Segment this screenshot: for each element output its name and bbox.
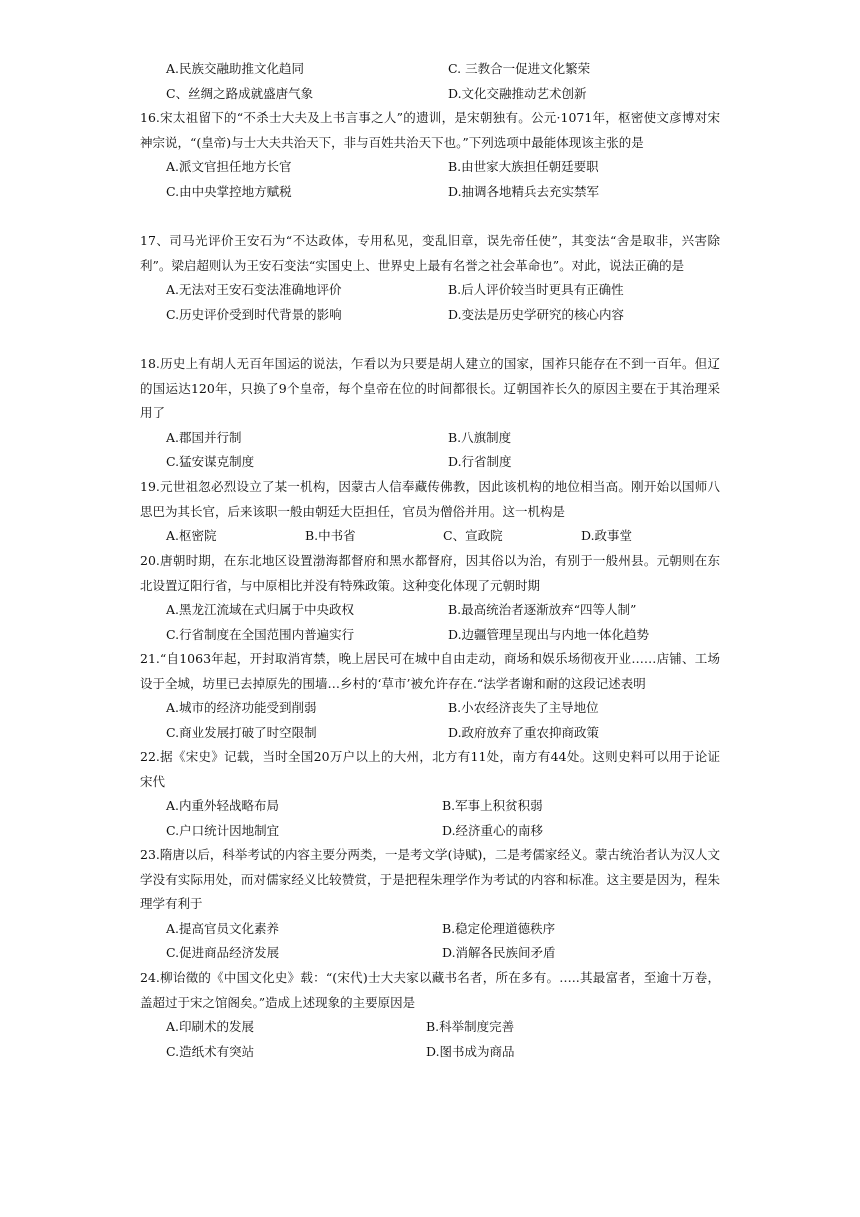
q17-option-a: A.无法对王安石变法准确地评价 [166, 282, 342, 297]
q24-stem: 24.柳诒徵的《中国文化史》载：“(宋代)士大夫家以藏书名者，所在多有。…..其最富者，至逾十万卷，盖超过于宋之馆阁矣。”造成上述现象的主要原因是 [140, 970, 720, 1010]
q18-stem: 18.历史上有胡人无百年国运的说法，乍看以为只要是胡人建立的国家，国祚只能存在不到一百年。但辽的国运达120年，只换了9个皇帝，每个皇帝在位的时间都很长。辽朝国祚长久的原因主要在于其治理采用了 [140, 356, 720, 420]
q20-option-c: C.行省制度在全国范围内普遍实行 [166, 626, 355, 642]
q20-option-b: B.最高统治者逐渐放弃“四等人制” [448, 602, 637, 617]
q17-option-b: B.后人评价较当时更具有正确性 [448, 282, 624, 297]
question-18 [140, 352, 720, 475]
q20-option-a: A.黑龙江流域在式归属于中央政权 [166, 602, 355, 617]
q18-option-b: B.八旗制度 [448, 429, 512, 445]
q22-option-a: A.内重外轻战略布局 [166, 798, 280, 813]
q19-stem: 19.元世祖忽必烈设立了某一机构，因蒙古人信奉藏传佛教，因此该机构的地位相当高。刚开始以国师八思巴为其长官，后来该职一般由朝廷大臣担任，官员为僧俗并用。这一机构是 [140, 479, 720, 519]
q19-option-b: B.中书省 [305, 528, 356, 543]
q16-option-b: B.由世家大族担任朝廷要职 [448, 159, 599, 174]
question-23 [140, 843, 720, 966]
q15-option-d: D.文化交融推动艺术创新 [448, 85, 587, 101]
question-17 [140, 229, 720, 327]
q20-option-d: D.边疆管理呈现出与内地一体化趋势 [448, 626, 650, 642]
question-15-options [140, 57, 720, 106]
q18-option-d: D.行省制度 [448, 454, 512, 469]
q21-option-d: D.政府放弃了重农抑商政策 [448, 724, 600, 740]
question-22 [140, 745, 720, 843]
q17-option-d: D.变法是历史学研究的核心内容 [448, 306, 625, 322]
q23-option-c: C.促进商品经济发展 [166, 945, 280, 960]
q17-option-c: C.历史评价受到时代背景的影响 [166, 306, 342, 322]
q22-stem: 22.据《宋史》记载，当时全国20万户以上的大州，北方有11处，南方有44处。这则史料可以用于论证宋代 [140, 749, 720, 789]
q23-option-d: D.消解各民族间矛盾 [442, 945, 556, 960]
q24-option-d: D.图书成为商品 [426, 1043, 515, 1059]
q16-option-d: D.抽调各地精兵去充实禁军 [448, 183, 600, 199]
q24-option-c: C.造纸术有突站 [166, 1043, 255, 1059]
question-20 [140, 549, 720, 647]
question-19 [140, 475, 720, 549]
q24-option-b: B.科举制度完善 [426, 1019, 515, 1034]
q23-option-a: A.提高官员文化素养 [166, 920, 280, 936]
q19-option-a: A.枢密院 [166, 528, 217, 543]
q24-option-a: A.印刷术的发展 [166, 1019, 255, 1034]
q19-option-d: D.政事堂 [581, 528, 633, 543]
q16-option-c: C.由中央掌控地方赋税 [166, 183, 292, 199]
q15-option-c2: C、丝绸之路成就盛唐气象 [166, 85, 314, 101]
q19-option-c: C、宣政院 [443, 528, 503, 543]
question-21 [140, 647, 720, 745]
q22-option-c: C.户口统计因地制宜 [166, 822, 280, 838]
q21-option-a: A.城市的经济功能受到削弱 [166, 700, 317, 715]
q22-option-b: B.军事上积贫积弱 [442, 798, 543, 813]
q20-stem: 20.唐朝时期，在东北地区设置渤海都督府和黑水都督府，因其俗以为治，有别于一般州县。元朝则在东北设置辽阳行省，与中原相比并没有特殊政策。这种变化体现了元朝时期 [140, 553, 720, 593]
q22-option-d: D.经济重心的南移 [442, 822, 544, 838]
q18-option-a: A.郡国并行制 [166, 429, 242, 445]
q16-option-a: A.派文官担任地方长官 [166, 159, 292, 174]
q21-option-b: B.小农经济丧失了主导地位 [448, 700, 599, 715]
q23-option-b: B.稳定伦理道德秩序 [442, 920, 556, 936]
q15-option-a: A.民族交融助推文化趋同 [166, 61, 305, 76]
q17-stem: 17、司马光评价王安石为“不达政体，专用私见，变乱旧章，误先帝任使”，其变法“舍是取非，兴害除利”。梁启超则认为王安石变法“实国史上、世界史上最有名誉之社会革命也”。对此，说法正确的是 [140, 233, 720, 273]
q21-option-c: C.商业发展打破了时空限制 [166, 724, 317, 740]
q15-option-c: C. 三教合一促进文化繁荣 [448, 61, 591, 76]
q16-stem: 16.宋太祖留下的“不杀士大夫及上书言事之人”的遗训，是宋朝独有。公元·1071年，枢密使文彦博对宋神宗说，“(皇帝)与士大夫共治天下，非与百姓共治天下也。”下列选项中最能体现该主张的是 [140, 110, 720, 150]
q21-stem: 21.“自1063年起，开封取消宵禁，晚上居民可在城中自由走动，商场和娱乐场彻夜开业……店铺、工场设于全城，坊里已去掉原先的围墙…乡村的‘草市’被允许存在.“法学者谢和耐的这段记述表明 [140, 651, 720, 691]
q23-stem: 23.隋唐以后，科举考试的内容主要分两类，一是考文学(诗赋)，二是考儒家经义。蒙古统治者认为汉人文学没有实际用处，而对儒家经义比较赞赏，于是把程朱理学作为考试的内容和标准。这主要是因为，程朱理学有利于 [140, 847, 720, 911]
q18-option-c: C.猛安谋克制度 [166, 454, 255, 469]
question-24 [140, 966, 720, 1064]
question-16 [140, 106, 720, 204]
